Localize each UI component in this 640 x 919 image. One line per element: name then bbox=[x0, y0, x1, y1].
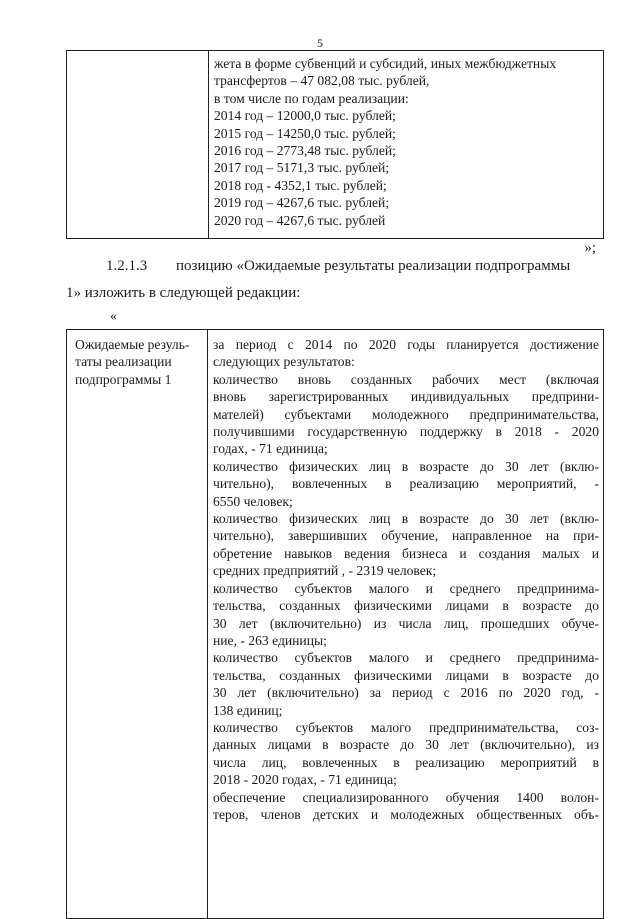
paragraph-line-1 bbox=[66, 256, 604, 276]
results-line: следующих результатов: bbox=[213, 354, 355, 370]
funding-line: 2020 год – 4267,6 тыс. рублей bbox=[214, 212, 386, 228]
results-line: 2018 - 2020 годах, - 71 единица; bbox=[213, 772, 397, 788]
funding-line: 2015 год – 14250,0 тыс. рублей; bbox=[214, 125, 396, 141]
results-line: 30 лет (включительно) за период с 2016 по 2020 год, - bbox=[213, 685, 599, 701]
results-label-line: Ожидаемые резуль- bbox=[75, 337, 190, 352]
paragraph-text: позицию «Ожидаемые результаты реализации подпрограммы bbox=[176, 258, 571, 274]
results-label-cell bbox=[67, 330, 208, 918]
results-line: вновь зарегистрированных индивидуальных предприни- bbox=[213, 389, 599, 405]
results-line: 6550 человек; bbox=[213, 493, 293, 509]
results-line: за период с 2014 по 2020 годы планируется достижение bbox=[213, 337, 599, 352]
funding-line: 2019 год – 4267,6 тыс. рублей; bbox=[214, 195, 390, 211]
paragraph-line-2: 1» изложить в следующей редакции: bbox=[66, 285, 301, 301]
funding-table bbox=[66, 50, 604, 239]
results-line: средних предприятий , - 2319 человек; bbox=[213, 563, 437, 579]
funding-line: 2014 год – 12000,0 тыс. рублей; bbox=[214, 108, 396, 124]
funding-line: жета в форме субвенций и субсидий, иных межбюджетных bbox=[214, 56, 557, 71]
results-line: тельства, созданных физическими лицами в возрасте до bbox=[213, 667, 599, 683]
results-line: количество физических лиц в возрасте до 30 лет (вклю- bbox=[213, 458, 599, 474]
results-line: количество субъектов малого и среднего предпринима- bbox=[213, 650, 599, 666]
results-line: теров, членов детских и молодежных общественных объ- bbox=[213, 806, 599, 822]
closing-quote: »; bbox=[584, 240, 596, 256]
results-table bbox=[66, 329, 604, 919]
funding-line: трансфертов – 47 082,08 тыс. рублей, bbox=[214, 73, 430, 89]
results-line: чительно), вовлеченных в реализацию мероприятий, - bbox=[213, 476, 599, 492]
results-line: мателей) субъектами молодежного предпринимательства, bbox=[213, 406, 599, 422]
results-line: чительно), завершивших обучение, направленное на при- bbox=[213, 528, 599, 544]
page-number: 5 bbox=[317, 36, 323, 50]
results-line: годах, - 71 единица; bbox=[213, 441, 328, 457]
results-line: тельства, созданных физическими лицами в возрасте до bbox=[213, 598, 599, 614]
results-line: обретение навыков ведения бизнеса и создания малых и bbox=[213, 545, 599, 561]
funding-line: 2016 год – 2773,48 тыс. рублей; bbox=[214, 143, 396, 159]
results-line: получившими государственную поддержку в 2018 - 2020 bbox=[213, 424, 599, 440]
results-line: количество субъектов малого и среднего предпринима- bbox=[213, 580, 599, 596]
results-label-line: подпрограммы 1 bbox=[75, 371, 172, 387]
paragraph-number: 1.2.1.3 bbox=[106, 258, 148, 274]
results-line: числа лиц, вовлеченных в реализацию мероприятий в bbox=[213, 754, 599, 770]
opening-quote: « bbox=[110, 309, 117, 324]
funding-table-label-cell bbox=[67, 51, 209, 238]
results-value-cell bbox=[208, 330, 603, 918]
results-line: количество субъектов малого предпринимательства, соз- bbox=[213, 719, 599, 735]
funding-line: 2018 год - 4352,1 тыс. рублей; bbox=[214, 177, 387, 193]
results-line: обеспечение специализированного обучения 1400 волон- bbox=[213, 789, 599, 805]
results-line: количество вновь созданных рабочих мест (включая bbox=[213, 371, 599, 387]
results-line: 138 единиц; bbox=[213, 702, 283, 718]
funding-line: 2017 год – 5171,3 тыс. рублей; bbox=[214, 160, 390, 176]
funding-line: в том числе по годам реализации: bbox=[214, 90, 409, 106]
funding-table-value-cell bbox=[209, 51, 603, 238]
results-line: количество физических лиц в возрасте до 30 лет (вклю- bbox=[213, 511, 599, 527]
results-line: данных лицами в возрасте до 30 лет (включительно), из bbox=[213, 737, 599, 753]
results-line: ние, - 263 единицы; bbox=[213, 632, 327, 648]
results-line: 30 лет (включительно) из числа лиц, прошедших обуче- bbox=[213, 615, 599, 631]
results-label-line: таты реализации bbox=[75, 354, 172, 370]
